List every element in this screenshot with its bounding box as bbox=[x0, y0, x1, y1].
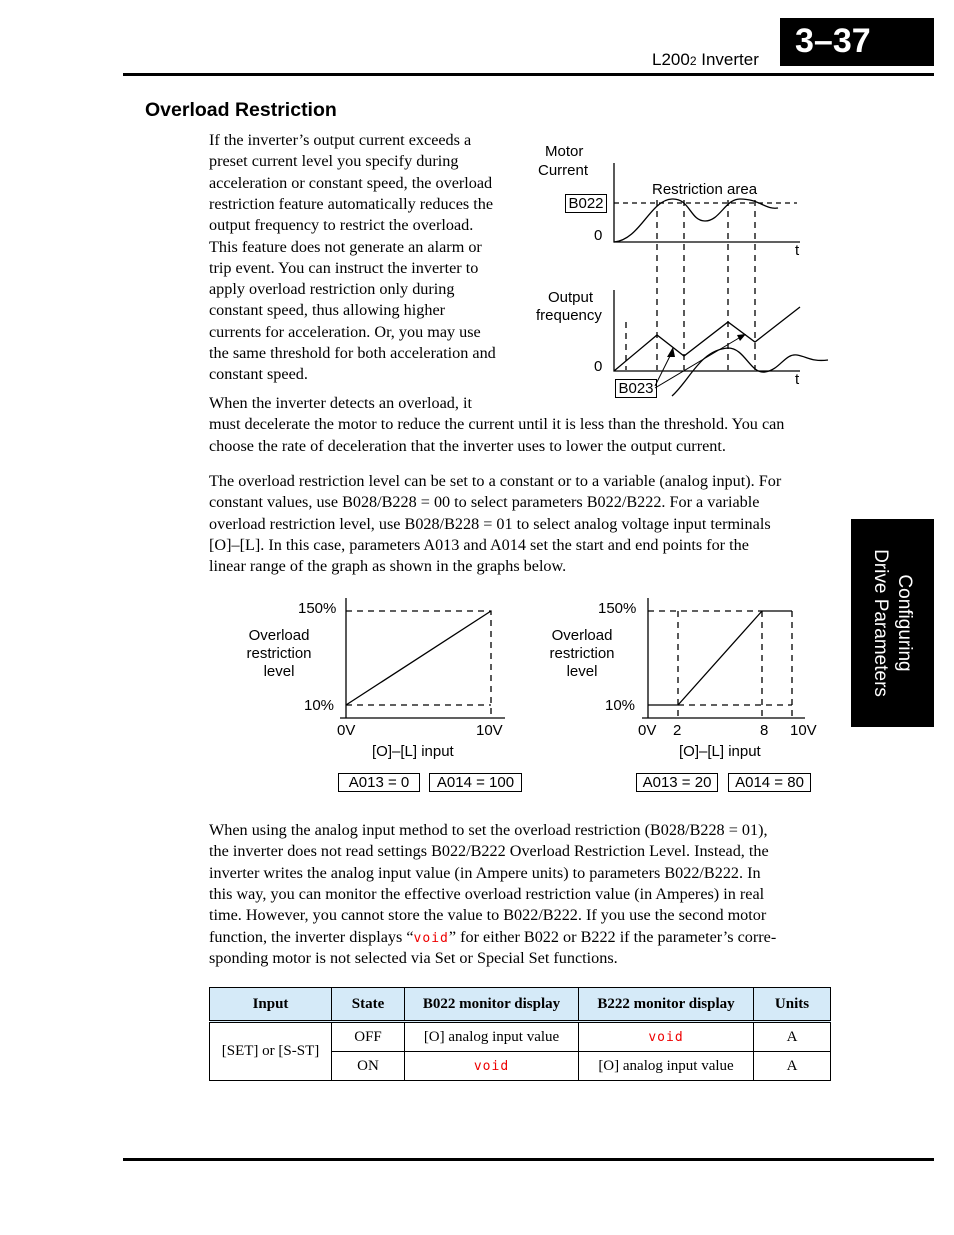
time-label: t bbox=[795, 242, 800, 259]
right-graph-line bbox=[648, 611, 792, 705]
paragraph-line: If the inverter’s output current exceeds a bbox=[209, 131, 472, 149]
paragraph-line: choose the rate of deceleration that the inverter uses to lower the output current. bbox=[209, 436, 726, 455]
header-b222: B222 monitor display bbox=[579, 988, 754, 1022]
state-cell: ON bbox=[332, 1052, 405, 1081]
paragraph-line: inverter writes the analog input value (in Ampere units) to parameters B022/B222. In bbox=[209, 863, 761, 882]
paragraph-line: constant values, use B028/B228 = 00 to select parameters B022/B222. For a variable bbox=[209, 493, 760, 512]
left-graph-line bbox=[346, 611, 491, 705]
x-min-label: 0V bbox=[638, 722, 657, 739]
header-units: Units bbox=[754, 988, 831, 1022]
restriction-area-label: Restriction area bbox=[652, 181, 758, 198]
paragraph-line: time. However, you cannot store the value to B022/B222. If you use the second motor bbox=[209, 906, 767, 925]
b022-label: B022 bbox=[565, 194, 607, 213]
paragraph-line: currents for acceleration. Or, you may use bbox=[209, 322, 481, 341]
a013-box: A013 = 0 bbox=[338, 773, 420, 792]
output-frequency-label: Output bbox=[548, 289, 594, 306]
b022-cell: [O] analog input value bbox=[405, 1022, 579, 1052]
paragraph-line: constant speed, thus allowing higher bbox=[209, 301, 446, 320]
paragraph-line: must decelerate the motor to reduce the current until it is less than the threshold. You can bbox=[209, 415, 785, 434]
side-tab-line1: Configuring bbox=[894, 574, 915, 672]
paragraph-line: acceleration or constant speed, the overload bbox=[209, 173, 493, 192]
paragraph-line: [O]–[L]. In this case, parameters A013 and A014 set the start and end points for the bbox=[209, 535, 749, 554]
frequency-line bbox=[614, 307, 800, 371]
product-suffix: Inverter bbox=[696, 50, 759, 69]
void-display-glyph: void bbox=[413, 931, 449, 946]
x-min-label: 0V bbox=[337, 722, 356, 739]
y-axis-label bbox=[532, 627, 632, 681]
zero-label: 0 bbox=[594, 358, 603, 375]
y-max-label: 150% bbox=[598, 600, 637, 617]
header-b022: B022 monitor display bbox=[405, 988, 579, 1022]
monitor-display-table bbox=[209, 987, 831, 1081]
time-label: t bbox=[795, 371, 800, 388]
input-cell: [SET] or [S-ST] bbox=[210, 1022, 332, 1081]
text: Overload bbox=[551, 627, 613, 644]
text: level bbox=[566, 663, 598, 680]
text: level bbox=[263, 663, 295, 680]
paragraph-line: When using the analog input method to set the overload restriction (B028/B228 = 01), bbox=[209, 821, 768, 839]
header-input: Input bbox=[210, 988, 332, 1022]
b022-cell: void bbox=[405, 1052, 579, 1081]
paragraph-line: linear range of the graph as shown in the graphs below. bbox=[209, 557, 567, 576]
motor-current-label: Motor bbox=[545, 143, 584, 160]
header-state: State bbox=[332, 988, 405, 1022]
side-tab-line2: Drive Parameters bbox=[870, 549, 891, 697]
y-min-label: 10% bbox=[605, 697, 636, 714]
product-name: L200 bbox=[652, 50, 690, 69]
output-frequency-label: frequency bbox=[536, 307, 602, 324]
zero-label: 0 bbox=[594, 227, 603, 244]
a014-box: A014 = 80 bbox=[728, 773, 811, 792]
y-axis-label bbox=[229, 627, 329, 681]
state-cell: OFF bbox=[332, 1022, 405, 1052]
product-subscript: 2 bbox=[689, 54, 697, 68]
page-number: 3–37 bbox=[780, 18, 934, 66]
text: ” for either B022 or B222 if the parameter’s corre- bbox=[448, 928, 777, 946]
x-tick-2: 2 bbox=[673, 722, 682, 739]
b023-arrows bbox=[655, 335, 744, 388]
motor-current-label: Current bbox=[538, 162, 589, 179]
paragraph-line: apply overload restriction only during bbox=[209, 280, 455, 299]
paragraph-line: this way, you can monitor the effective overload restriction value (in Amperes) in real bbox=[209, 884, 765, 903]
y-min-label: 10% bbox=[304, 697, 335, 714]
decel-curve bbox=[672, 348, 828, 396]
x-tick-8: 8 bbox=[760, 722, 769, 739]
x-max-label: 10V bbox=[476, 722, 503, 739]
paragraph-line: This feature does not generate an alarm or bbox=[209, 237, 482, 256]
units-cell: A bbox=[754, 1022, 831, 1052]
text: restriction bbox=[549, 645, 615, 662]
x-axis-label: [O]–[L] input bbox=[372, 743, 454, 760]
section-title: Overload Restriction bbox=[145, 99, 337, 121]
frequency-axes bbox=[614, 290, 800, 371]
a013-box: A013 = 20 bbox=[636, 773, 718, 792]
paragraph-line: the same threshold for both acceleration and bbox=[209, 344, 496, 362]
paragraph-line: overload restriction level, use B028/B228 = 01 to select analog voltage input terminals bbox=[209, 514, 771, 533]
units-cell: A bbox=[754, 1052, 831, 1081]
x-axis-label: [O]–[L] input bbox=[679, 743, 761, 760]
b222-cell: void bbox=[579, 1022, 754, 1052]
b023-label: B023 bbox=[615, 379, 657, 398]
paragraph-line: output frequency to restrict the overload. bbox=[209, 216, 474, 235]
paragraph-line: The overload restriction level can be set to a constant or to a variable (analog input). For bbox=[209, 472, 782, 490]
table-row bbox=[210, 1022, 831, 1052]
text: restriction bbox=[246, 645, 312, 662]
text: Overload bbox=[248, 627, 310, 644]
y-max-label: 150% bbox=[298, 600, 337, 617]
paragraph-line: restriction feature automatically reduces the bbox=[209, 194, 494, 213]
paragraph-line: preset current level you specify during bbox=[209, 152, 459, 171]
arrowheads bbox=[667, 334, 746, 357]
paragraph-4-line: sponding motor is not selected via Set or Special Set functions. bbox=[209, 949, 618, 967]
b222-cell: [O] analog input value bbox=[579, 1052, 754, 1081]
a014-box: A014 = 100 bbox=[429, 773, 522, 792]
x-max-label: 10V bbox=[790, 722, 817, 739]
current-curve bbox=[614, 199, 778, 242]
paragraph-line: constant speed. bbox=[209, 365, 308, 384]
paragraph-line: the inverter does not read settings B022/B222 Overload Restriction Level. Instead, the bbox=[209, 842, 769, 861]
footer-rule bbox=[123, 1158, 934, 1161]
paragraph-line: trip event. You can instruct the inverter to bbox=[209, 258, 479, 277]
paragraph-line: When the inverter detects an overload, it bbox=[209, 394, 472, 412]
text: function, the inverter displays “ bbox=[209, 928, 414, 946]
